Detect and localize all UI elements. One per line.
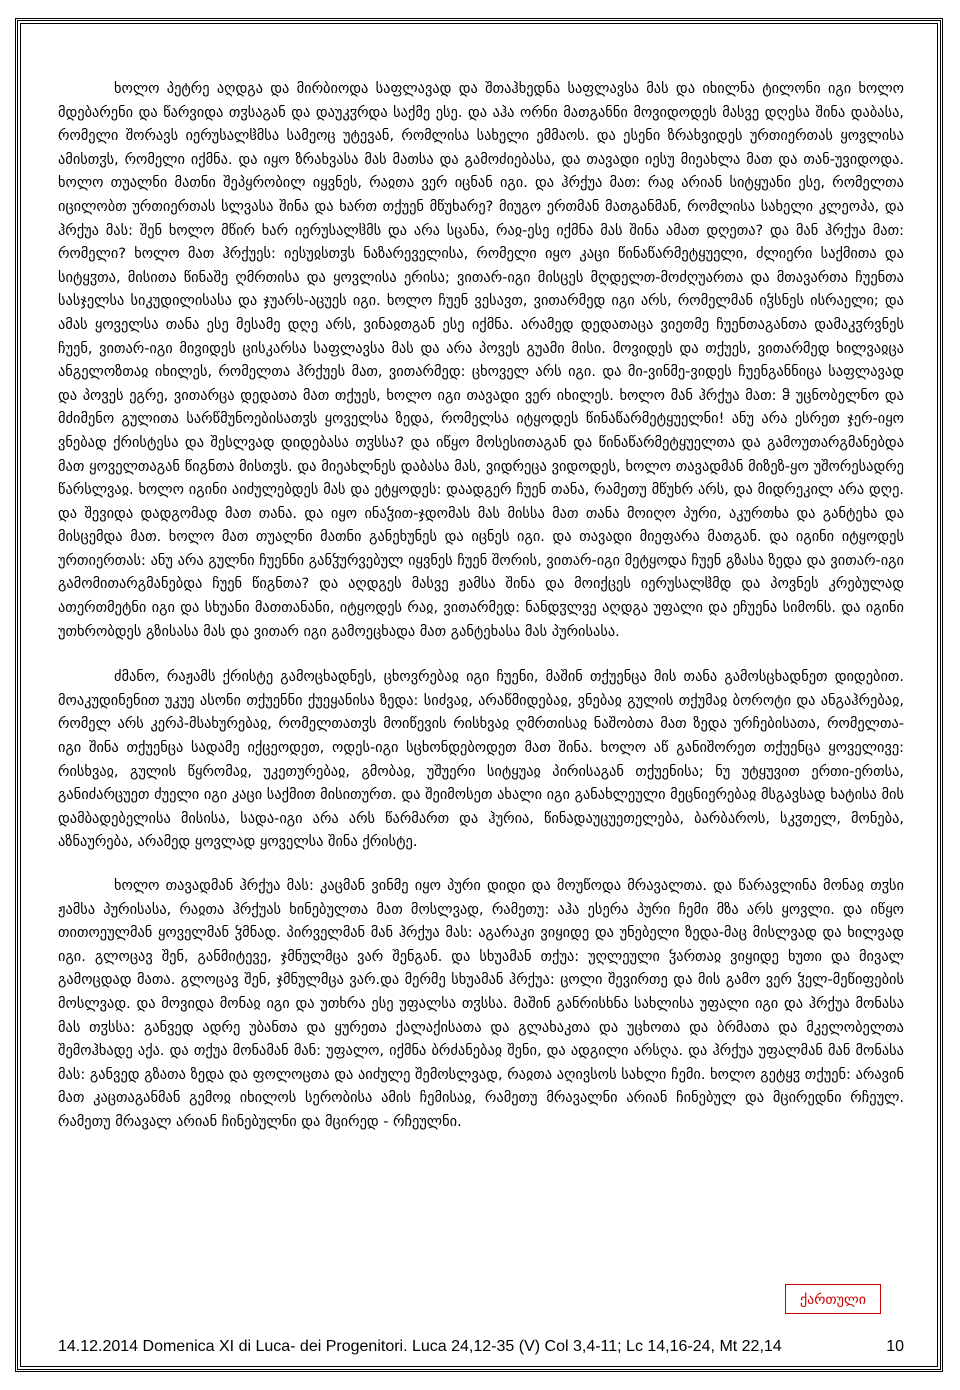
document-body: [58, 78, 904, 1135]
paragraph-epistle: ძმანო, რაჟამს ქრისტე გამოცხადნეს, ცხოვრებაჲ იგი ჩუენი, მაშინ თქუენცა მის თანა გამოსცხადნეთ დიდებით. მოაკუდინენით უკუე ასონი თქუენნი ქუეყანისა ზედა: სიძვაჲ, არაწმიდებაჲ, ვნებაჲ გულის თქუმაჲ ბოროტი და ანგაჰრებაჲ, რომელ არს კერპ-მსახურებაჲ, რომელთათჳს მოიწევის რისხვაჲ ღმრთისაჲ ნაშობთა მათ ზედა ურჩებისათა, რომელთა-იგი შინა თქუენცა სადამე იქცეოდეთ, ოდეს-იგი სცხონდებოდეთ მათ შინა. ხოლო აწ განიშორეთ თქუენცა ყოველივე: რისხვაჲ, გულის წყრომაჲ, უკეთურებაჲ, გმობაჲ, უშუერი სიტყუაჲ პირისაგან თქუენისა; ნუ უტყუვით ერთი-ერთსა, განიძარცუეთ ძუელი იგი კაცი საქმით მისითურთ. და შეიმოსეთ ახალი იგი განახლეული მეცნიერებაჲ მსგავსად ხატისა მის დამბადებელისა მისისა, სადა-იგი არა არს წარმართ და ჰურია, წინადაუცუეთელება, ბარბაროს, სკჳთელ, მონება, აზნაურება, არამედ ყოვლად ყოველსა შინა ქრისტე.: [58, 669, 904, 851]
paragraph-parable: ხოლო თავადმან ჰრქუა მას: კაცმან ვინმე იყო პური დიდი და მოუწოდა მრავალთა. და წარავლინა მონაჲ თჳსი ჟამსა პურისასა, რაჲთა ჰრქუას ხინებულთა მათ მოსლვად, რამეთუ: აჰა ესერა პური ჩემი მზა არს ყოვლი. და იწყო თითოეულმან ყოველმან ჴმნად. პირველმან მან ჰრქუა მას: აგარაკი ვიყიდე და უნებელი ზედა-მაც მისლვად და ხილვად იგი. გლოცავ შენ, განმიტევე, ჯმნულმცა ვარ შენგან. და სხუამან თქუა: უღლეული ჴართაჲ ვიყიდე ხუთი და მივალ გამოცდად მათა. გლოცავ შენ, ჯმნულმცა ვარ.და მერმე სხუამან ჰრქუა: ცოლი შევირთე და მის გამო ვერ ჴელ-მეწიფების მოსლვად. და მოვიდა მონაჲ იგი და უთხრა ესე უფალსა თჳსსა. მაშინ განრისხნა სახლისა უფალი იგი და ჰრქუა მონასა მას თჳსსა: განვედ ადრე უბანთა და ყურეთა ქალაქისათა და გლახაკთა და უცხოთა და ბრმათა და მკელობელთა შემოჰხადე აქა. და თქუა მონამან მან: უფალო, იქმნა ბრძანებაჲ შენი, და ადგილი არსღა. და ჰრქუა უფალმან მან მონასა მას: განვედ გზათა ზედა და ფოლოცთა და აიძულე შემოსლვად, რაჲთა აღივსოს სახლი ჩემი. ხოლო გეტყჳ თქუენ: არავინ მათ კაცთაგანმან გემოჲ იხილოს სერობისა ამის ჩემისაჲ, რამეთუ მრავალნი არიან ჩინებულ და მცირედნი რჩეულ. რამეთუ მრავალ არიან ჩინებულნი და მცირედ - რჩეულნი.: [58, 878, 904, 1130]
language-link-georgian[interactable]: ქართული: [785, 1284, 881, 1314]
page-footer: [58, 1338, 904, 1356]
paragraph-gospel: ხოლო პეტრე აღდგა და მირბიოდა საფლავად და შთაჰხედნა საფლავსა მას და იხილნა ტილონი იგი ხოლო მდებარენი და წარვიდა თჳსაგან და დაუკჳრდა საქმე ესე. და აჰა ორნი მათგანნი მოვიდოდეს მასვე დღესა შინა დაბასა, რომელი შორავს იერუსალჱმსა სამეოც უტევან, რომლისა სახელი ემმაოს. და ესენი ზრახვიდეს ურთიერთას ყოვლისა ამისთჳს, რომელი იქმნა. და იყო ზრახვასა მას მათსა და გამოძიებასა, და თავადი იესუ მიეახლა მათ და თან-უვიდოდა. ხოლო თუალნი მათნი შეპყრობილ იყვნეს, რაჲთა ვერ იცნან იგი. და ჰრქუა მათ: რაჲ არიან სიტყუანი ესე, რომელთა იცილობთ ურთიერთას სლვასა შინა და ხართ თქუენ მწუხარე? მიუგო ერთმან მათგანმან, რომლისა სახელი კლეოპა, და ჰრქუა მას: შენ ხოლო მწირ ხარ იერუსალჱმს და არა სცანა, რაჲ-ესე იქმნა მას შინა ამათ დღეთა? და მან ჰრქუა მათ: რომელი? ხოლო მათ ჰრქუეს: იესუჲსთჳს ნაზარეველისა, რომელი იყო კაცი წინაწარმეტყუელი, ძლიერი საქმითა და სიტყჳთა, მისითა წინაშე ღმრთისა და ყოვლისა ერისა; ვითარ-იგი მისცეს მღდელთ-მოძღუართა და მთავართა ჩუენთა სასჯელსა სიკუდილისასა და ჯუარს-აცუეს იგი. ხოლო ჩუენ ვესავთ, ვითარმედ იგი არს, რომელმან იჴსნეს ისრაელი; და ამას ყოველსა თანა ესე მესამე დღე არს, ვინაჲთგან ესე იქმნა. არამედ დედათაცა ვიეთმე ჩუენთაგანთა დამაკჳრვნეს ჩუენ, ვითარ-იგი მივიდეს ცისკარსა საფლავსა მას და არა პოვეს გუამი მისი. მოვიდეს და თქუეს, ვითარმედ ხილვაჲცა ანგელოზთაჲ იხილეს, რომელთა ჰრქუეს მათ, ვითარმედ: ცხოველ არს იგი. და მი-ვინმე-ვიდეს ჩუენგანნიცა საფლავად და პოვეს ეგრე, ვითარცა დედათა მათ თქუეს, ხოლო იგი თავადი ვერ იხილეს. ხოლო მან ჰრქუა მათ: ჵ უცნობელნო და მძიმენო გულითა სარწმუნოებისათჳს ყოველსა ზედა, რომელსა იტყოდეს წინაწარმეტყუელნი! ანუ არა ესრეთ ჯერ-იყო ვნებად ქრისტესა და შესლვად დიდებასა თჳსსა? და იწყო მოსესითაგან და წინაწარმეტყუელთა და გამოუთარგმანებდა მათ ყოველთაგან წიგნთა მისთჳს. და მიეახლნეს დაბასა მას, ვიდრეცა ვიდოდეს, ხოლო თავადმან მიზეზ-ყო უშორესადრე წარსლვაჲ. ხოლო იგინი აიძულებდეს მას და ეტყოდეს: დაადგერ ჩუენ თანა, რამეთუ მწუხრ არს, და მიდრეკილ არა დღე. და შევიდა დადგომად მათ თანა. და იყო ინაჴით-ჯდომას მას მისსა მათ თანა მოიღო პური, აკურთხა და განტეხა და მისცემდა მათ. ხოლო მათ თუალნი მათნი განეხუნეს და იცნეს იგი. და თავადი მიეფარა მათგან. და იგინი იტყოდეს ურთიერთას: ანუ არა გულნი ჩუენნი განჴურვებულ იყვნეს ჩუენ შორის, ვითარ-იგი მეტყოდა ჩუენ გზასა ზედა და ვითარ-იგი გამომითარგმანებდა ჩუენ წიგნთა? და აღდგეს მასვე ჟამსა შინა და მოიქცეს იერუსალჱმდ და პოვნეს კრებულად ათერთმეტნი იგი და სხუანი მათთანანი, იტყოდეს რაჲ, ვითარმედ: ნანდჳლვე აღდგა უფალი და ეჩუენა სიმონს. და იგინი უთხრობდეს გზისასა მას და ვითარ იგი გამოეცხადა მათ განტეხასა მას პურისასა.: [58, 81, 904, 640]
page-number: 10: [886, 1338, 904, 1355]
footer-reference: 14.12.2014 Domenica XI di Luca- dei Progenitori. Luca 24,12-35 (V) Col 3,4-11; Lc 14,16-24, Mt 22,14: [58, 1338, 782, 1355]
